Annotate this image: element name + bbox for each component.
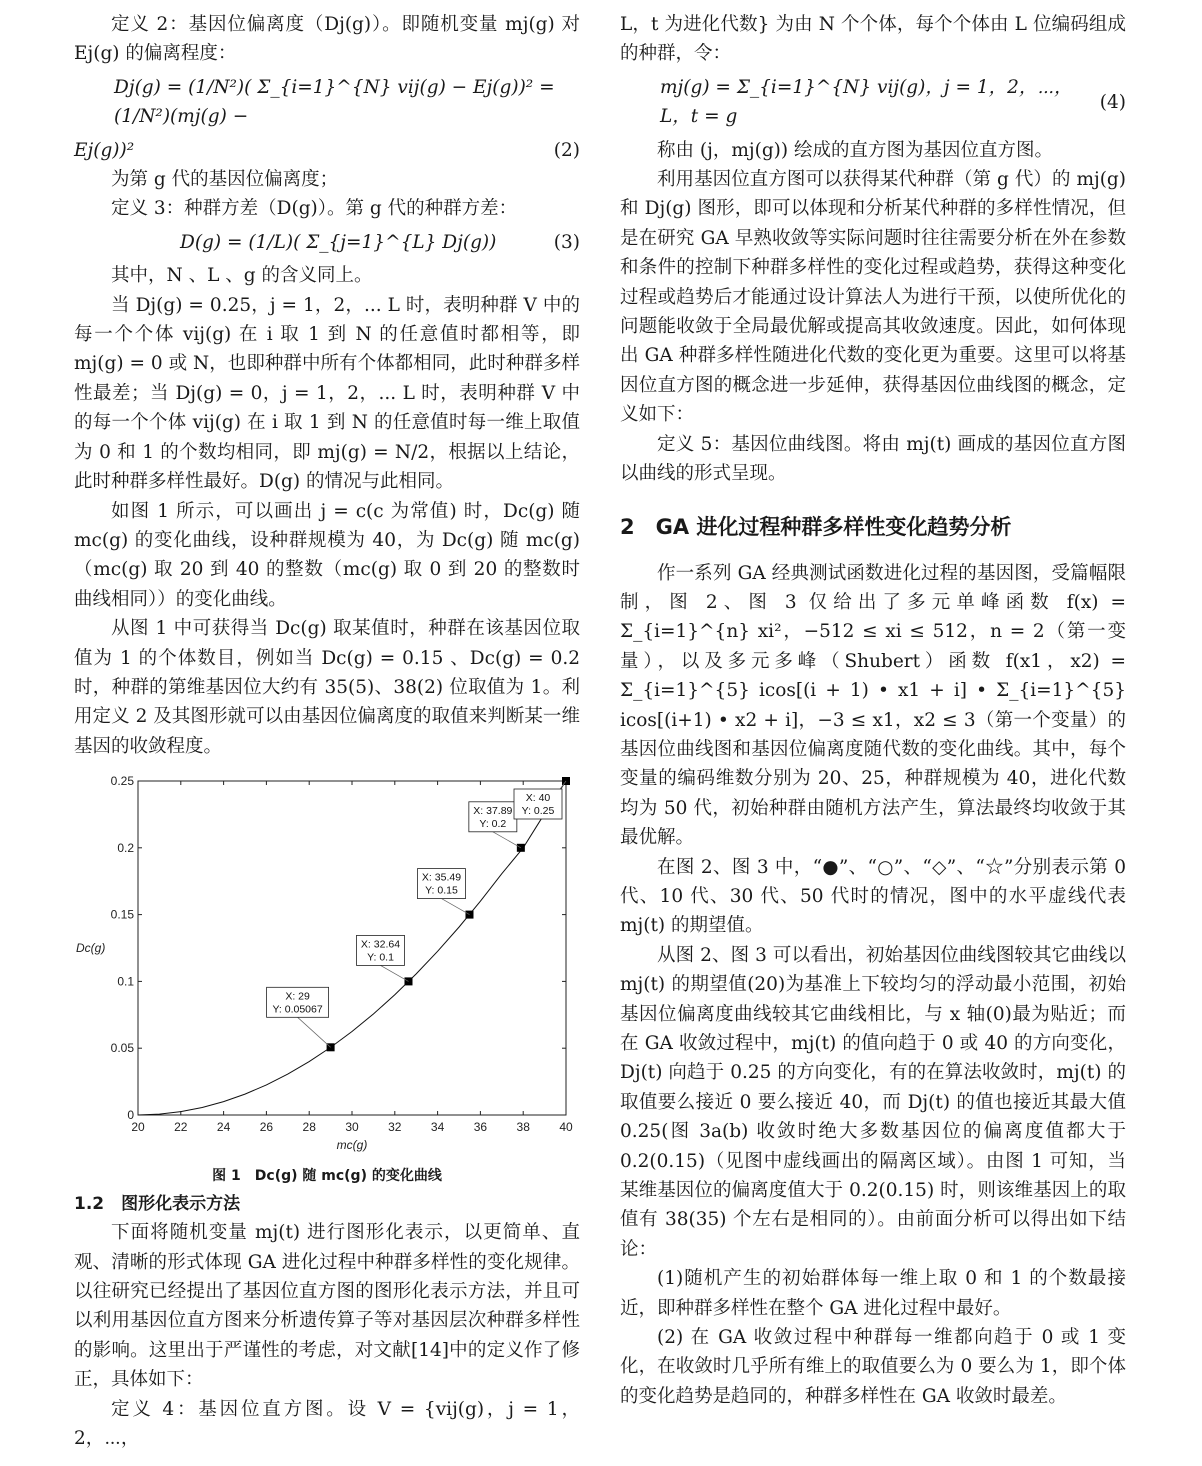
paragraph-figure1-use: 从图 1 中可获得当 Dc(g) 取某值时，种群在该基因位取值为 1 的个体数目，例如当 Dc(g) = 0.15 、Dc(g) = 0.2 时，种群的第维基因位大约有 35(5)、38(2) 位取值为 1。利用定义 2 及其图形就可以由基因位偏离度的取值来判断某一维基因的收敛程度。 [74,618,580,757]
datatip-x: X: 40 [525,792,551,805]
datatip-y: Y: 0.2 [479,817,507,830]
x-tick-label: 28 [302,1120,316,1135]
section-1-2-heading: 1.2 图形化表示方法 [74,1194,241,1215]
definition-4-text: 定义 4：基因位直方图。设 V = {vij(g)，j = 1，2，⋯， [74,1398,580,1449]
datatip-x: X: 37.89 [473,804,513,817]
datatip-x: X: 29 [285,990,310,1003]
figure-1-chart [74,773,580,1163]
x-tick-label: 40 [559,1120,573,1135]
figure-1-caption: 图 1 Dc(g) 随 mc(g) 的变化曲线 [212,1168,442,1185]
datatip-x: X: 35.49 [421,871,462,884]
paragraph-figure1-intro: 如图 1 所示，可以画出 j = c(c 为常值) 时，Dc(g) 随 mc(g) 的变化曲线，设种群规模为 40，为 Dc(g) 随 mc(g)（mc(g) 取 20 到 40 的整数（mc(g) 取 0 到 20 的整数时曲线相同））的变化曲线。 [74,500,580,610]
y-tick-label: 0 [127,1108,134,1123]
paragraph-test-functions: 作一系列 GA 经典测试函数进化过程的基因图，受篇幅限制，图 2、图 3 仅给出了多元单峰函数 f(x) = Σ_{i=1}^{n} xi²，−512 ≤ xi ≤ 512，n = 2（第一变量），以及多元多峰（Shubert）函数 f(x1，x2) = Σ_{i=1}^{5} icos[(i + 1) • x1 + i] • Σ_{i=1}^{5} icos[(i+1) • x2 + i]，−3 ≤ x1，x2 ≤ 3（第一个变量）的基因位曲线图和基因位偏离度随代数的变化曲线。其中，每个变量的编码维数分别为 20、25，种群规模为 40，进化代数均为 50 代，初始种群由随机方法产生，算法最终均收敛于其最优解。 [620,562,1126,849]
paragraph-symbols: 其中，N 、L 、g 的含义同上。 [111,265,373,287]
x-tick-label: 26 [259,1120,274,1135]
data-marker [404,978,412,986]
figure-1 [74,773,580,1163]
conclusion-1: (1)随机产生的初始群体每一维上取 0 和 1 的个数最接近，即种群多样性在整个 GA 进化过程中最好。 [620,1268,1126,1319]
section-2-heading: 2 GA 进化过程种群多样性变化趋势分析 [620,514,1012,539]
x-tick-label: 32 [388,1120,402,1135]
definition-4-continued: L，t 为进化代数} 为由 N 个个体，每个个体由 L 位编码组成的种群，令： [620,14,1126,65]
definition-3-text: 定义 3：种群方差（D(g)）。第 g 代的种群方差： [111,198,518,220]
equation-3 [74,228,580,257]
datatip-y: Y: 0.1 [367,951,394,964]
x-tick-label: 30 [345,1120,359,1135]
paragraph-histogram-def: 称由 (j，mj(g)) 绘成的直方图为基因位直方图。 [657,139,1053,161]
x-tick-label: 36 [473,1120,488,1135]
datatip-x: X: 32.64 [360,938,401,951]
definition-5-text: 定义 5：基因位曲线图。将由 mj(t) 画成的基因位直方图以曲线的形式呈现。 [620,433,1126,485]
y-tick-label: 0.25 [110,774,134,789]
x-tick-label: 22 [174,1120,188,1135]
y-tick-label: 0.15 [110,907,134,922]
equation-2-number: (2) [553,139,580,161]
datatip-y: Y: 0.15 [425,884,458,897]
equation-2-continued [74,136,580,165]
equation-2-body: Dj(g) = (1/N²)( Σ_{i=1}^{N} vij(g) − Ej(g))² = (1/N²)(mj(g) − [114,76,555,128]
x-tick-label: 24 [216,1120,231,1135]
equation-3-number: (3) [553,231,580,253]
equation-4-body: mj(g) = Σ_{i=1}^{N} vij(g)，j = 1，2，⋯，L，t = g [660,76,1073,128]
paragraph-diversity: 当 Dj(g) = 0.25，j = 1，2，... L 时，表明种群 V 中的每一个个体 vij(g) 在 i 取 1 到 N 的任意值时都相等，即 mj(g) = 0 或 N，也即种群中所有个体都相同，此时种群多样性最差；当 Dj(g) = 0，j = 1，2，... L 时，表明种群 V 中的每一个个体 vij(g) 在 i 取 1 到 N 的任意值时每一维上取值为 0 和 1 的个数均相同，即 mj(g) = N/2，根据以上结论，此时种群多样性最好。D(g) 的情况与此相同。 [74,294,580,493]
right-column [620,10,1126,1411]
paragraph-graphical-method: 下面将随机变量 mj(t) 进行图形化表示，以更简单、直观、清晰的形式体现 GA 进化过程中种群多样性的变化规律。以往研究已经提出了基因位直方图的图形化表示方法，并且可以利用基因位直方图来分析遗传算子等对基因层次种群多样性的影响。这里出于严谨性的考虑，对文献[14]中的定义作了修正，具体如下： [74,1222,580,1391]
x-tick-label: 38 [516,1120,530,1135]
paragraph-histogram-use: 利用基因位直方图可以获得某代种群（第 g 代）的 mj(g) 和 Dj(g) 图形，即可以体现和分析某代种群的多样性情况，但是在研究 GA 早熟收敛等实际问题时往往需要分析在外在参数和条件的控制下种群多样性的变化过程或趋势，获得这种变化过程或趋势后才能通过设计算法人为进行干预，以使所优化的问题能收敛于全局最优解或提高其收敛速度。因此，如何体现出 GA 种群多样性随进化代数的变化更为重要。这里可以将基因位直方图的概念进一步延伸，获得基因位曲线图的概念，定义如下： [620,169,1126,426]
equation-4-number: (4) [1099,91,1126,113]
definition-2-text: 定义 2：基因位偏离度（Dj(g)）。即随机变量 mj(g) 对 Ej(g) 的偏离程度： [74,14,580,65]
equation-4 [620,73,1126,132]
equation-2 [74,73,580,132]
x-tick-label: 20 [131,1120,145,1135]
y-axis-label: Dc(g) [76,941,106,956]
paragraph-observations: 从图 2、图 3 可以看出，初始基因位曲线图较其它曲线以 mj(t) 的期望值(20)为基准上下较均匀的浮动最小范围，初始基因位偏离度曲线较其它曲线相比，与 x 轴(0)最为贴近；而在 GA 收敛过程中，mj(t) 的值向趋于 0 或 40 的方向变化，Dj(t) 向趋于 0.25 的方向变化，有的在算法收敛时，mj(t) 的取值要么接近 0 要么接近 40，而 Dj(t) 的值也接近其最大值 0.25(图 3a(b) 收敛时绝大多数基因位的偏离度值都大于 0.2(0.15)（见图中虚线画出的隔离区域）。由图 1 可知，当某维基因位的偏离度值大于 0.2(0.15) 时，则该维基因上的取值有 38(35) 个左右是相同的）。由前面分析可以得出如下结论： [620,944,1126,1260]
y-tick-label: 0.1 [117,974,134,989]
y-tick-label: 0.2 [117,840,134,855]
left-column [74,10,580,1453]
equation-3-body: D(g) = (1/L)( Σ_{j=1}^{L} Dj(g)) [180,231,497,253]
paragraph-legend-symbols: 在图 2、图 3 中，“●”、“○”、“◇”、“☆”分别表示第 0 代、10 代、30 代、50 代时的情况，图中的水平虚线代表 mj(t) 的期望值。 [620,856,1126,937]
datatip-y: Y: 0.05067 [272,1003,323,1016]
equation-2-tail: Ej(g))² [74,139,135,161]
datatip-y: Y: 0.25 [521,805,555,818]
y-tick-label: 0.05 [110,1041,134,1056]
x-axis-label: mc(g) [336,1138,368,1153]
conclusion-2: (2) 在 GA 收敛过程中种群每一维都向趋于 0 或 1 变化，在收敛时几乎所有维上的取值要么为 0 要么为 1，即个体的变化趋势是趋同的，种群多样性在 GA 收敛时最差。 [620,1327,1126,1407]
paragraph-deviation-note: 为第 g 代的基因位偏离度； [111,169,339,191]
x-tick-label: 34 [430,1120,445,1135]
